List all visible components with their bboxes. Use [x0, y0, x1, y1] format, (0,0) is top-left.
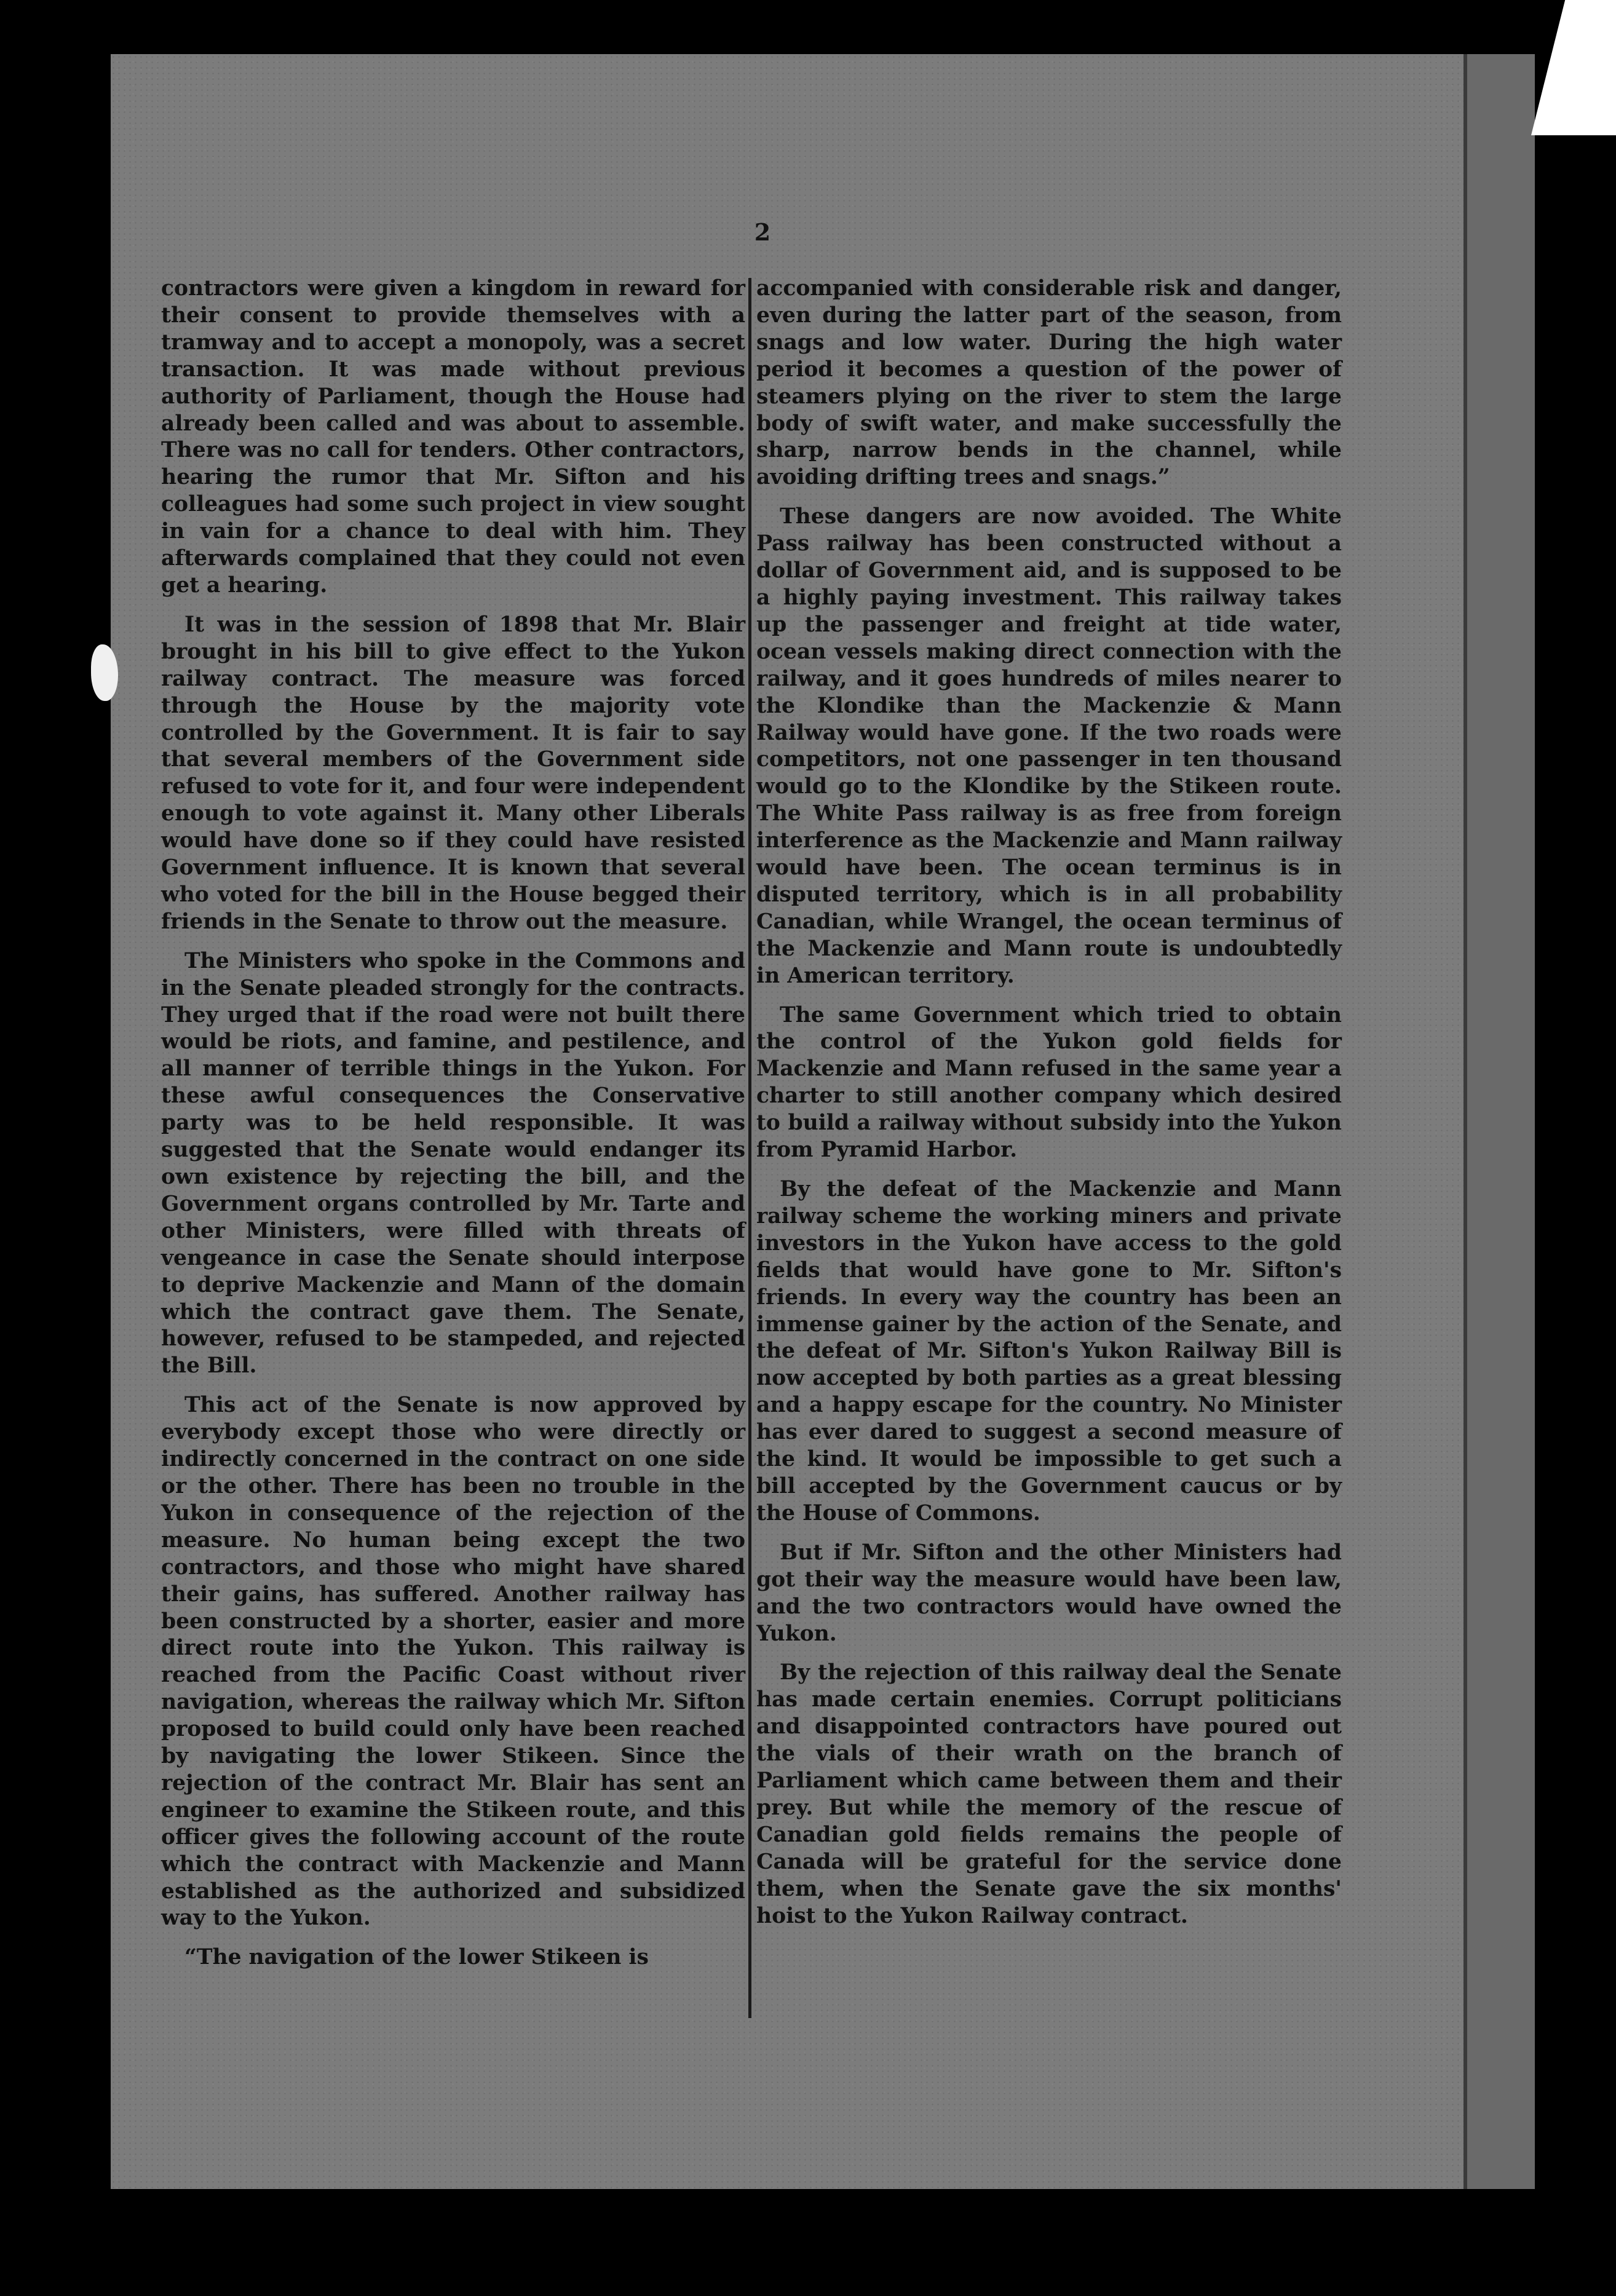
- paragraph: “The navigation of the lower Stikeen is: [184, 1945, 649, 1970]
- paragraph: This act of the Senate is now approved by everybody except those who were directly or indirectly concerned in the contract on one side or the other. There has been no trouble in the Yukon in consequence of the rejection of the measure. No human being except the two contractors, and those who might have shared their gains, has suffered. Another railway has been constructed by a shorter, easier and more direct route into the Yukon. This railway is reached from the Pacific Coast without river navigation, whereas the railway which Mr. Sifton proposed to build could only have been reached by navigating the lower Stikeen. Since the rejection of the contract Mr. Blair has sent an engineer to examine the Stikeen route, and this officer gives the following account of the route which the contract with Mackenzie and Mann established as the authorized and subsidized way to the Yukon.: [161, 1393, 745, 1931]
- paragraph: The same Government which tried to obtain the control of the Yukon gold fields for Mackenzie and Mann refused in the same year a charter to still another company which desired to build a railway without subsidy into the Yukon from Pyramid Harbor.: [756, 1002, 1342, 1163]
- right-text-column: [756, 275, 1342, 1942]
- paragraph: But if Mr. Sifton and the other Ministers had got their way the measure would have been law, and the two contractors would have owned the Yukon.: [756, 1540, 1342, 1646]
- paragraph: accompanied with considerable risk and danger, even during the latter part of the season, from snags and low water. During the high water period it becomes a question of the power of steamers plying on the river to stem the large body of swift water, and make successfully the sharp, narrow bends in the channel, while avoiding drifting trees and snags.”: [756, 276, 1342, 490]
- paragraph: By the rejection of this railway deal the Senate has made certain enemies. Corrupt politicians and disappointed contractors have poured out the vials of their wrath on the branch of Parliament which came between them and their prey. But while the memory of the rescue of Canadian gold fields remains the people of Canada will be grateful for the service done them, when the Senate gave the six months' hoist to the Yukon Railway contract.: [756, 1660, 1342, 1928]
- column-divider: [748, 278, 751, 2018]
- left-text-column: [161, 275, 745, 1984]
- paragraph: contractors were given a kingdom in reward for their consent to provide themselves with a tramway and to accept a monopoly, was a secret transaction. It was made without previous authority of Parliament, though the House had already been called and was about to assemble. There was no call for tenders. Other contractors, hearing the rumor that Mr. Sifton and his colleagues had some such project in view sought in vain for a chance to deal with him. They afterwards complained that they could not even get a hearing.: [161, 276, 745, 598]
- page-number: 2: [754, 218, 771, 246]
- paragraph: These dangers are now avoided. The White Pass railway has been constructed without a dollar of Government aid, and is supposed to be a highly paying investment. This railway takes up the passenger and freight at tide water, ocean vessels making direct connection with the railway, and it goes hundreds of miles nearer to the Klondike than the Mackenzie & Mann Railway would have gone. If the two roads were competitors, not one passenger in ten thousand would go to the Klondike by the Stikeen route. The White Pass railway is as free from foreign interference as the Mackenzie and Mann railway would have been. The ocean terminus is in disputed territory, which is in all probability Canadian, while Wrangel, the ocean terminus of the Mackenzie and Mann route is undoubtedly in American territory.: [756, 504, 1342, 988]
- adjacent-page-corner: [1531, 0, 1616, 135]
- paragraph: It was in the session of 1898 that Mr. Blair brought in his bill to give effect to the Yukon railway contract. The measure was forced through the House by the majority vote controlled by the Government. It is fair to say that several members of the Government side refused to vote for it, and four were independent enough to vote against it. Many other Liberals would have done so if they could have resisted Government influence. It is known that several who voted for the bill in the House begged their friends in the Senate to throw out the measure.: [161, 612, 745, 934]
- paragraph: The Ministers who spoke in the Commons and in the Senate pleaded strongly for the contracts. They urged that if the road were not built there would be riots, and famine, and pestilence, and all manner of terrible things in the Yukon. For these awful consequences the Conservative party was to be held responsible. It was suggested that the Senate would endanger its own existence by rejecting the bill, and the Government organs controlled by Mr. Tarte and other Ministers, were filled with threats of vengeance in case the Senate should interpose to deprive Mackenzie and Mann of the domain which the contract gave them. The Senate, however, refused to be stampeded, and rejected the Bill.: [161, 948, 745, 1379]
- page-edge-strip: [1464, 54, 1535, 2189]
- paragraph: By the defeat of the Mackenzie and Mann railway scheme the working miners and private investors in the Yukon have access to the gold fields that would have gone to Mr. Sifton's friends. In every way the country has been an immense gainer by the action of the Senate, and the defeat of Mr. Sifton's Yukon Railway Bill is now accepted by both parties as a great blessing and a happy escape for the country. No Minister has ever dared to suggest a second measure of the kind. It would be impossible to get such a bill accepted by the Government caucus or by the House of Commons.: [756, 1177, 1342, 1526]
